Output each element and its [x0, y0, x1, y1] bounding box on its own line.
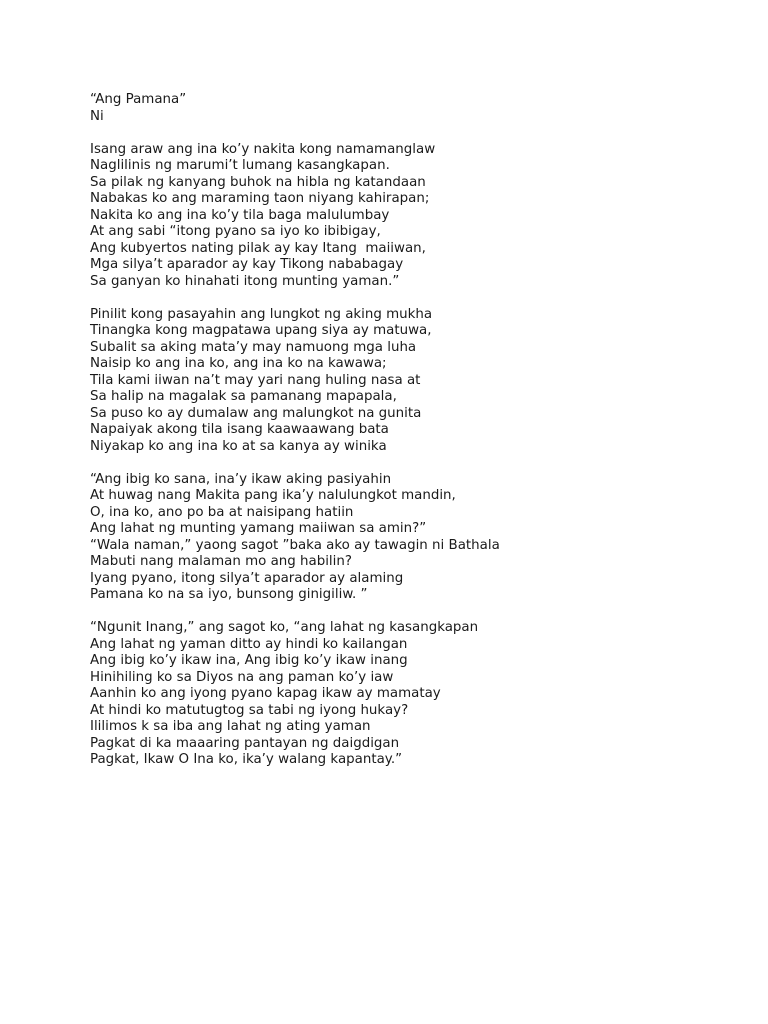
poem-line: Napaiyak akong tila isang kaawaawang bata — [90, 422, 389, 437]
poem-line: Pagkat, Ikaw O Ina ko, ika’y walang kapantay.” — [90, 752, 403, 767]
poem-line: Tila kami iiwan na’t may yari nang huling nasa at — [90, 372, 421, 388]
poem-line: Ang lahat ng munting yamang maiiwan sa amin?” — [90, 521, 427, 536]
poem-line: Ang kubyertos nating pilak ay kay Itang maiiwan, — [90, 240, 426, 256]
poem-line: Ang ibig ko’y ikaw ina, Ang ibig ko’y ikaw inang — [90, 653, 408, 668]
poem-line: Pamana ko na sa iyo, bunsong ginigiliw. ” — [90, 587, 368, 602]
poem-line: Mga silya’t aparador ay kay Tikong nababagay — [90, 257, 404, 272]
poem-line: Naisip ko ang ina ko, ang ina ko na kawawa; — [90, 356, 387, 371]
poem-line: O, ina ko, ano po ba at naisipang hatiin — [90, 504, 354, 520]
poem-line: “Ngunit Inang,” ang sagot ko, “ang lahat ng kasangkapan — [90, 620, 479, 635]
poem-line: Sa ganyan ko hinahati itong munting yaman.” — [90, 273, 400, 289]
poem-line: Isang araw ang ina ko’y nakita kong namamanglaw — [90, 141, 436, 157]
poem-body — [90, 92, 730, 769]
stanza-gap — [90, 455, 730, 472]
poem-line: Pagkat di ka maaaring pantayan ng daigdigan — [90, 735, 400, 751]
poem-stanzas — [90, 125, 730, 769]
poem-line: At ang sabi “itong pyano sa iyo ko ibibigay, — [90, 224, 381, 239]
stanza-2 — [90, 307, 730, 456]
poem-line: Ililimos k sa iba ang lahat ng ating yaman — [90, 719, 371, 734]
poem-line: Mabuti nang malaman mo ang habilin? — [90, 554, 352, 569]
poem-line: Sa halip na magalak sa pamanang mapapala, — [90, 389, 397, 404]
poem-line: Sa pilak ng kanyang buhok na hibla ng katandaan — [90, 174, 426, 190]
poem-line: Iyang pyano, itong silya’t aparador ay alaming — [90, 570, 404, 586]
poem-line: Hinihiling ko sa Diyos na ang paman ko’y iaw — [90, 669, 394, 685]
poem-line: Nabakas ko ang maraming taon niyang kahirapan; — [90, 191, 430, 206]
stanza-gap — [90, 604, 730, 621]
poem-line: Ang lahat ng yaman ditto ay hindi ko kailangan — [90, 636, 408, 652]
poem-line: At huwag nang Makita pang ika’y nalulungkot mandin, — [90, 488, 456, 503]
stanza-gap — [90, 290, 730, 307]
poem-line: Nakita ko ang ina ko’y tila baga malulumbay — [90, 207, 390, 223]
poem-byline: Ni — [90, 108, 104, 124]
poem-line: Pinilit kong pasayahin ang lungkot ng aking mukha — [90, 306, 433, 322]
poem-title: “Ang Pamana” — [90, 92, 187, 107]
poem-line: Aanhin ko ang iyong pyano kapag ikaw ay mamatay — [90, 686, 441, 701]
stanza-gap — [90, 125, 730, 142]
poem-line: Tinangka kong magpatawa upang siya ay matuwa, — [90, 323, 432, 338]
poem-line: At hindi ko matutugtog sa tabi ng iyong hukay? — [90, 702, 409, 718]
poem-line: Naglilinis ng marumi’t lumang kasangkapan. — [90, 158, 390, 173]
poem-line: Subalit sa aking mata’y may namuong mga luha — [90, 339, 417, 355]
stanza-3 — [90, 472, 730, 604]
poem-line: Sa puso ko ay dumalaw ang malungkot na gunita — [90, 405, 422, 421]
poem-line: “Wala naman,” yaong sagot ”baka ako ay tawagin ni Bathala — [90, 537, 500, 553]
stanza-4 — [90, 620, 730, 769]
poem-line: “Ang ibig ko sana, ina’y ikaw aking pasiyahin — [90, 471, 392, 487]
stanza-1 — [90, 142, 730, 291]
poem-line: Niyakap ko ang ina ko at sa kanya ay winika — [90, 438, 387, 454]
